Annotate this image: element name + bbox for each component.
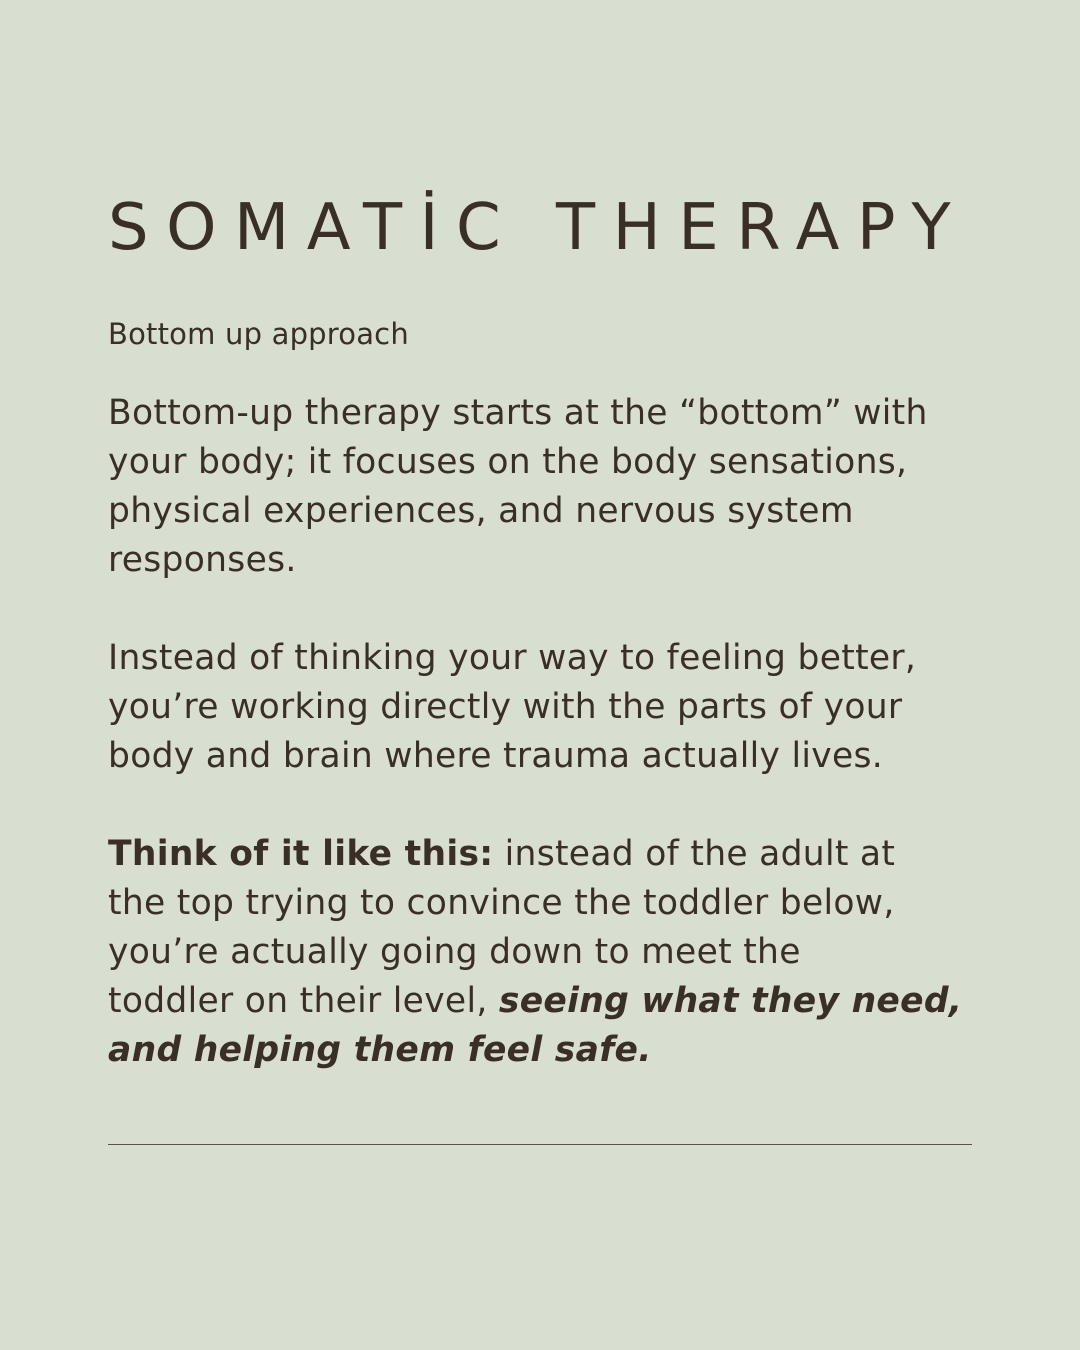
paragraph-line: Instead of thinking your way to feeling better, [108,638,917,678]
paragraph-line: the top trying to convince the toddler below, [108,883,895,923]
analogy-emphasis: and helping them feel safe. [108,1030,652,1070]
paragraph-analogy [108,830,972,1075]
body-text [108,389,972,1075]
analogy-emphasis: seeing what they need, [498,981,963,1021]
slide-content [108,0,972,1350]
paragraph-explanation [108,634,972,781]
paragraph-line: your body; it focuses on the body sensations, [108,442,908,482]
paragraph-line: you’re working directly with the parts of your [108,687,903,727]
paragraph-line: you’re actually going down to meet the [108,932,801,972]
analogy-text: toddler on their level, [108,981,499,1021]
paragraph-intro [108,389,972,585]
paragraph-line [108,830,972,879]
analogy-lead: Think of it like this: [108,834,494,874]
page-title: SOMATİC THERAPY [108,191,969,265]
paragraph-line: responses. [108,540,297,580]
subtitle: Bottom up approach [108,317,409,351]
paragraph-line: Bottom-up therapy starts at the “bottom” with [108,393,928,433]
divider-line [108,1144,972,1145]
paragraph-line: physical experiences, and nervous system [108,491,854,531]
paragraph-line [108,977,972,1026]
analogy-text: instead of the adult at [493,834,896,874]
paragraph-line: body and brain where trauma actually lives. [108,736,884,776]
